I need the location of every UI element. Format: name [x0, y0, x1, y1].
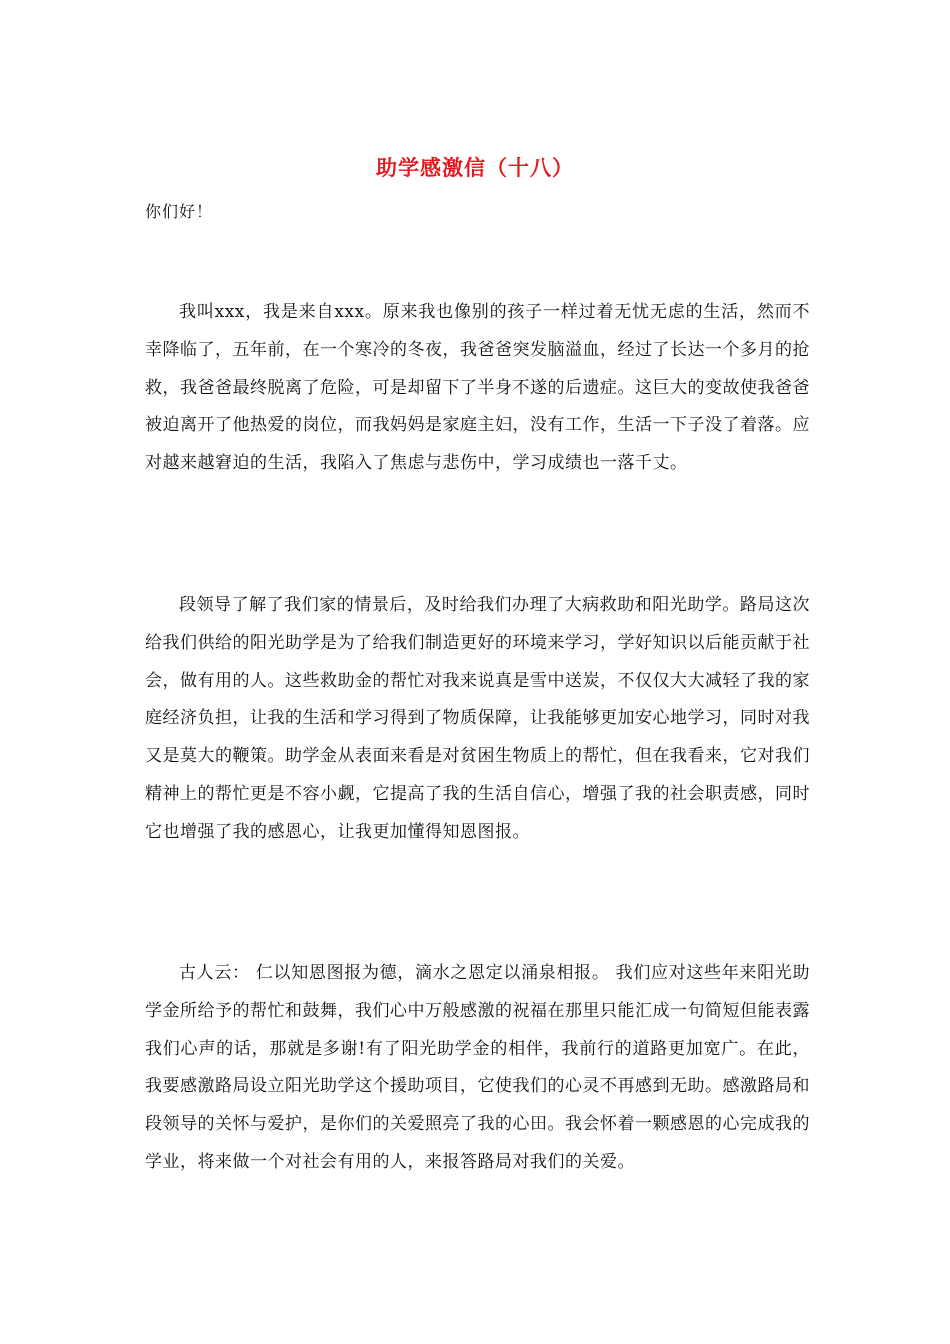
greeting: 你们好！: [145, 202, 214, 221]
document-title: 助学感激信（十八）: [376, 155, 574, 180]
paragraph-3: 古人云： 仁以知恩图报为德，滴水之恩定以涌泉相报。 我们应对这些年来阳光助学金所给予的帮忙和鼓舞，我们心中万般感激的祝福在那里只能汇成一句简短但能表露我们心声的话，那就是多谢!有了阳光助学金的相伴，我前行的道路更加宽广。在此，我要感激路局设立阳光助学这个援助项目，它使我们的心灵不再感到无助。感激路局和段领导的关怀与爱护，是你们的关爱照亮了我的心田。我会怀着一颗感恩的心完成我的学业，将来做一个对社会有用的人，来报答路局对我们的关爱。: [145, 963, 810, 1172]
paragraph-1: 我叫xxx，我是来自xxx。原来我也像别的孩子一样过着无忧无虑的生活，然而不幸降临了，五年前，在一个寒冷的冬夜，我爸爸突发脑溢血，经过了长达一个多月的抢救，我爸爸最终脱离了危险，可是却留下了半身不遂的后遗症。这巨大的变故使我爸爸被迫离开了他热爱的岗位，而我妈妈是家庭主妇，没有工作，生活一下子没了着落。应对越来越窘迫的生活，我陷入了焦虑与悲伤中，学习成绩也一落千丈。: [145, 302, 810, 474]
paragraph-2: 段领导了解了我们家的情景后，及时给我们办理了大病救助和阳光助学。路局这次给我们供给的阳光助学是为了给我们制造更好的环境来学习，学好知识以后能贡献于社会，做有用的人。这些救助金的帮忙对我来说真是雪中送炭，不仅仅大大减轻了我的家庭经济负担，让我的生活和学习得到了物质保障，让我能够更加安心地学习，同时对我又是莫大的鞭策。助学金从表面来看是对贫困生物质上的帮忙，但在我看来，它对我们精神上的帮忙更是不容小觑，它提高了我的生活自信心，增强了我的社会职责感，同时它也增强了我的感恩心，让我更加懂得知恩图报。: [145, 595, 810, 842]
